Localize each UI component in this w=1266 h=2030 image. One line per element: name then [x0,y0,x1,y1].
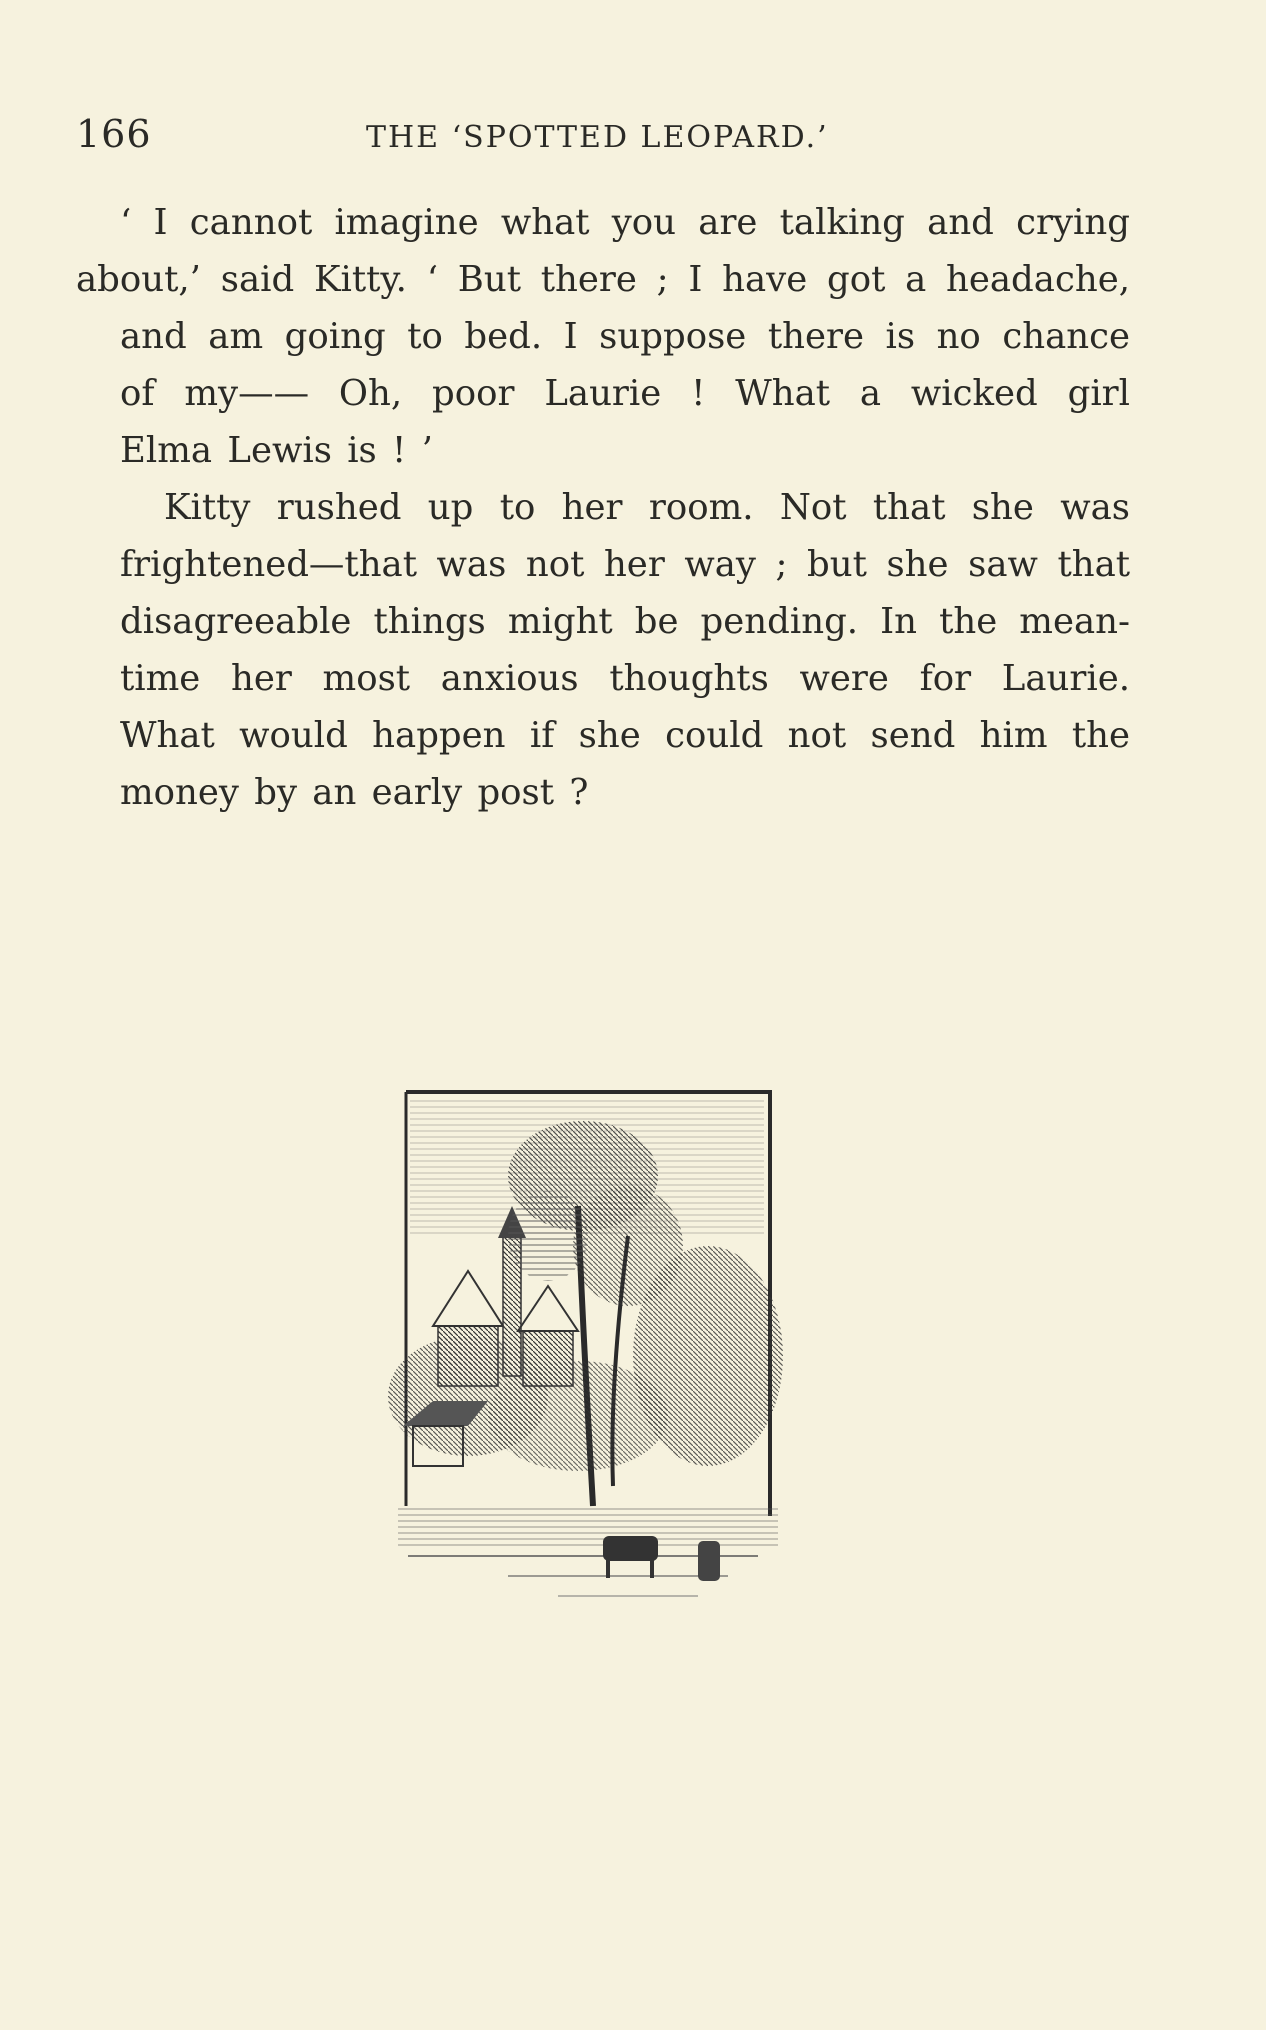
paragraph-2 [76,479,1130,821]
paragraph-1 [76,194,1130,479]
text-line: money by an early post ? [120,772,589,813]
text-line: Kitty rushed up to her room. Not that she was [164,487,1130,528]
text-line: Elma Lewis is ! ’ [120,430,433,471]
page-header [76,112,1136,160]
engraved-landscape-vignette-icon [378,1086,788,1616]
text-line: about,’ said Kitty. ‘ But there ; I have got a headache, [76,259,1130,300]
text-line: frightened—that was not her way ; but she saw that [120,544,1130,585]
text-line: What would happen if she could not send him the [120,715,1130,756]
text-line: of my—— Oh, poor Laurie ! What a wicked girl [120,373,1130,414]
text-line: and am going to bed. I suppose there is no chance [120,316,1130,357]
text-line: disagreeable things might be pending. In the mean- [120,601,1130,642]
page-number: 166 [76,112,152,156]
running-head: THE ‘SPOTTED LEOPARD.’ [366,120,829,155]
body-text [76,194,1130,821]
text-line: time her most anxious thoughts were for Laurie. [120,658,1130,699]
text-line: ‘ I cannot imagine what you are talking and crying [120,202,1130,243]
